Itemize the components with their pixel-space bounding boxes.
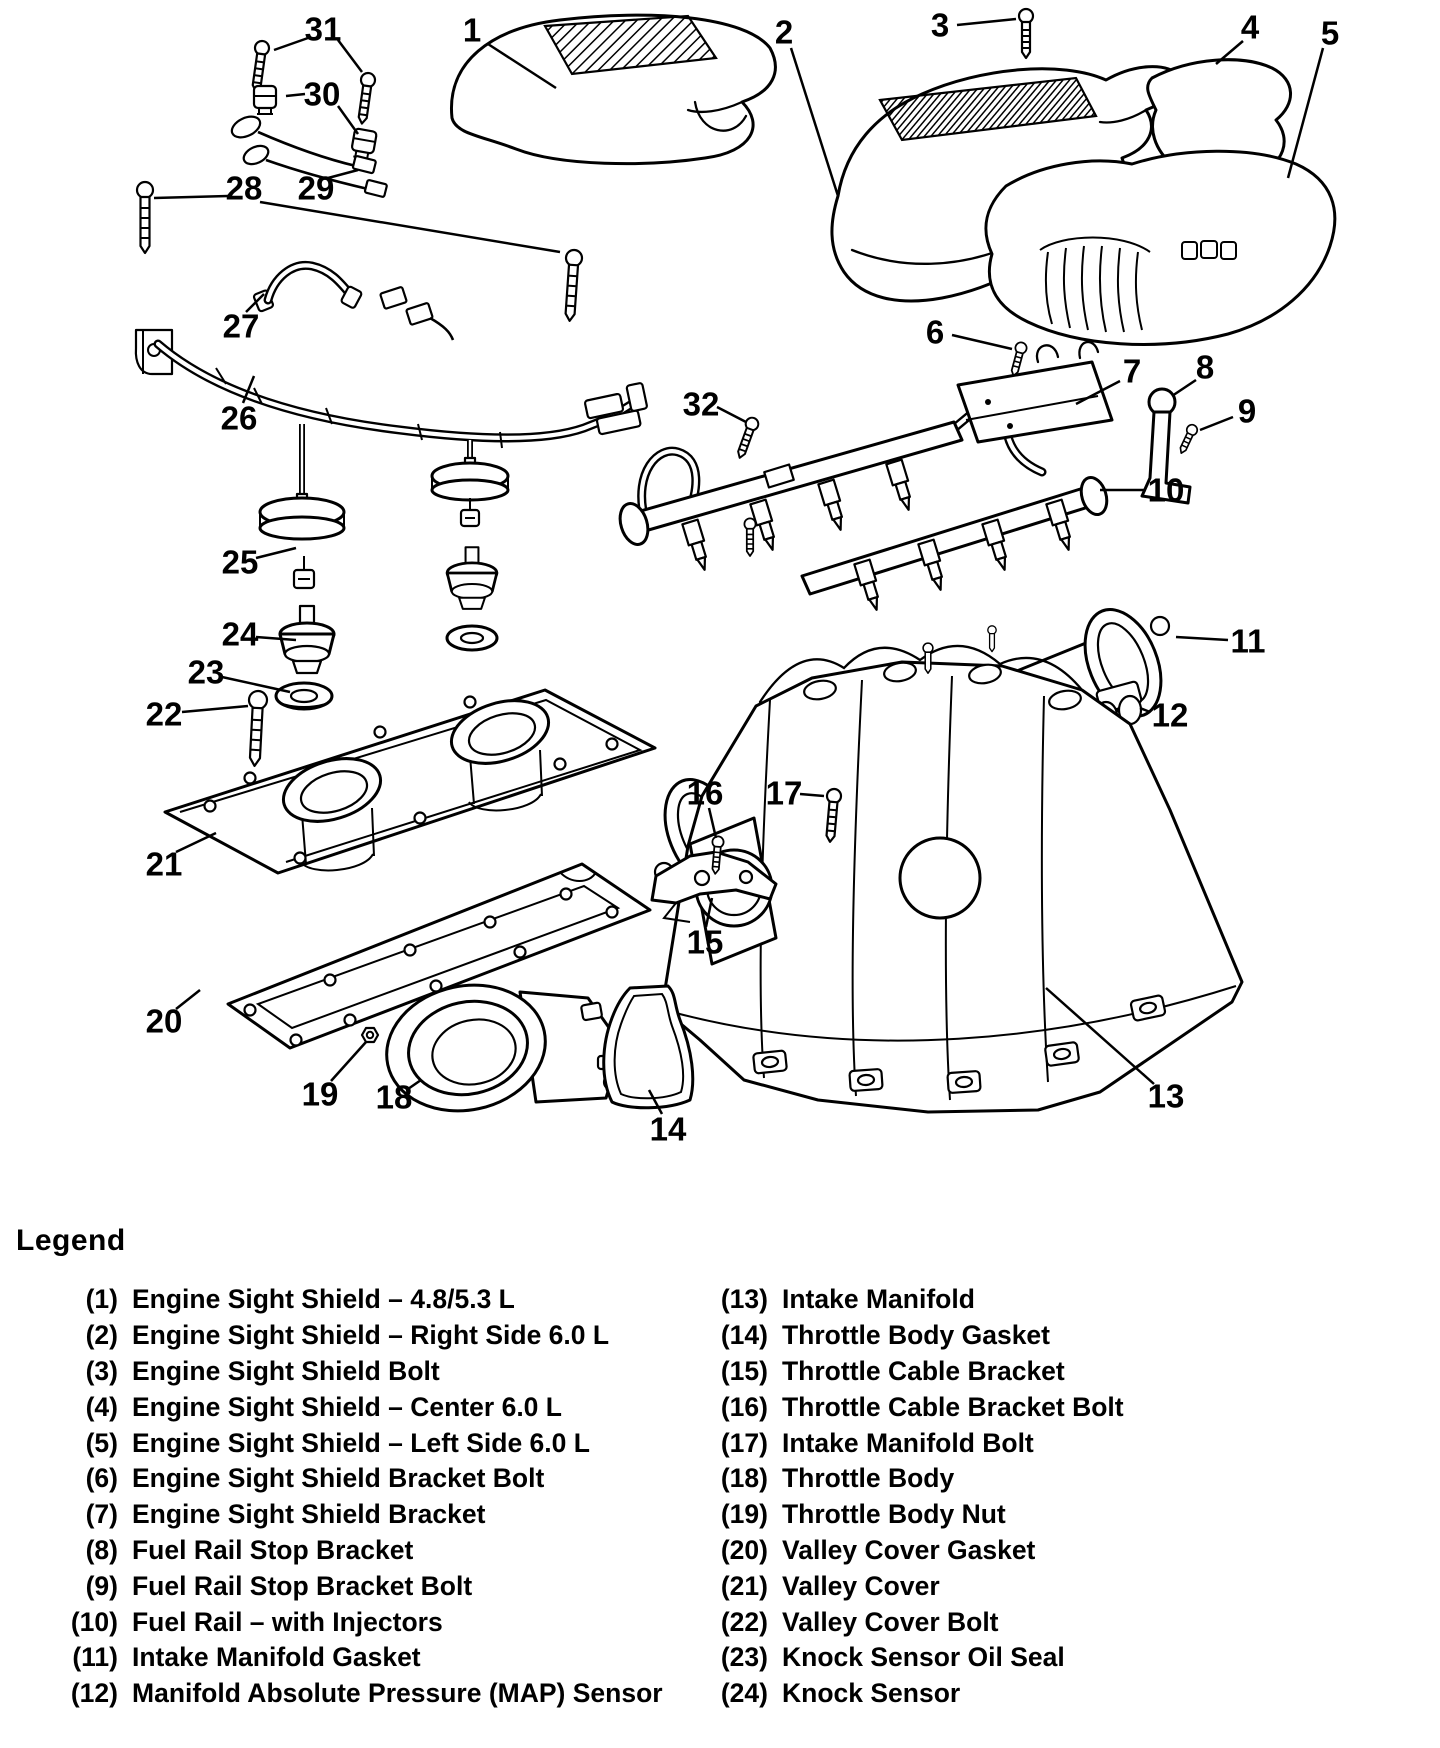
legend-item-number: (17) — [720, 1427, 768, 1458]
legend-item-label: Engine Sight Shield – 4.8/5.3 L — [132, 1284, 515, 1315]
legend-item-label: Engine Sight Shield Bolt — [132, 1355, 440, 1386]
callout-leader-line — [286, 94, 305, 96]
callout-5 — [1288, 15, 1339, 179]
legend-item-number: (7) — [85, 1499, 118, 1530]
callout-number: 18 — [375, 1078, 413, 1116]
legend-item — [708, 1318, 1124, 1354]
legend-item — [708, 1389, 1124, 1425]
callout-number: 27 — [222, 307, 260, 345]
part-clip-b — [461, 498, 479, 526]
callout-number: 21 — [145, 845, 183, 883]
callout-leader-line — [182, 706, 248, 712]
legend-columns — [0, 1282, 1440, 1722]
manifold-stud — [923, 643, 933, 673]
part-clip-a — [294, 556, 314, 588]
callout-number: 9 — [1237, 392, 1257, 430]
callout-leader-line — [957, 19, 1016, 25]
callout-31 — [274, 11, 362, 73]
legend-item-label: Engine Sight Shield – Left Side 6.0 L — [132, 1427, 590, 1458]
legend-item — [58, 1533, 663, 1569]
part-clip-30b — [350, 128, 377, 159]
legend-item-number: (3) — [85, 1355, 118, 1386]
callout-4 — [1216, 9, 1260, 65]
legend-item-label: Fuel Rail Stop Bracket — [132, 1534, 414, 1565]
legend-item-number: (9) — [85, 1570, 118, 1601]
callout-29 — [298, 170, 358, 207]
callout-6 — [926, 314, 1012, 351]
legend-item-number: (10) — [70, 1606, 118, 1637]
legend-item-number: (16) — [720, 1391, 768, 1422]
legend-item — [58, 1640, 663, 1676]
callout-leader-line — [260, 202, 560, 252]
legend-item-label: Valley Cover Bolt — [782, 1606, 999, 1637]
callout-leader-line — [717, 407, 746, 422]
callout-32 — [683, 386, 746, 423]
part-valley-cover-bolt-22 — [246, 691, 268, 767]
part-clip-30a — [254, 86, 276, 114]
part-bolt-28b — [562, 249, 583, 321]
legend-item-number: (2) — [85, 1320, 118, 1351]
callout-number: 15 — [686, 923, 724, 961]
part-isolator-25a — [260, 494, 344, 539]
callout-9 — [1200, 393, 1256, 431]
part-throttle-body-nut-19 — [362, 1028, 378, 1042]
legend-item — [58, 1497, 663, 1533]
callout-number: 5 — [1320, 14, 1340, 52]
part-stop-bracket-bolt-9 — [1176, 423, 1199, 455]
legend-item — [58, 1282, 663, 1318]
callout-number: 28 — [225, 169, 263, 207]
callout-leader-line — [1172, 380, 1196, 396]
callout-leader-line — [256, 548, 296, 558]
callout-leader-line — [154, 196, 228, 198]
legend-item-number: (22) — [720, 1606, 768, 1637]
legend-item — [708, 1533, 1124, 1569]
legend-column-left — [58, 1282, 663, 1712]
legend-item-label: Engine Sight Shield – Center 6.0 L — [132, 1391, 562, 1422]
callout-10 — [1100, 472, 1184, 509]
part-engine-sight-shield-48-53 — [451, 15, 775, 163]
callout-27 — [223, 294, 264, 345]
callout-number: 25 — [221, 543, 259, 581]
legend-item-number: (23) — [720, 1642, 768, 1673]
legend-item — [708, 1461, 1124, 1497]
legend-item — [58, 1389, 663, 1425]
legend-item-number: (18) — [720, 1463, 768, 1494]
callout-leader-line — [1176, 637, 1228, 640]
callout-number: 2 — [774, 13, 794, 51]
callout-number: 4 — [1240, 8, 1260, 46]
legend-item-label: Valley Cover — [782, 1570, 940, 1601]
callout-number: 14 — [649, 1110, 687, 1148]
injector — [886, 460, 916, 512]
part-shield-bracket-7 — [958, 342, 1112, 442]
legend-item — [708, 1676, 1124, 1712]
legend-item-label: Engine Sight Shield Bracket Bolt — [132, 1463, 545, 1494]
callout-number: 26 — [220, 399, 258, 437]
callout-2 — [775, 14, 838, 197]
callout-22 — [146, 696, 248, 733]
legend-item-number: (21) — [720, 1570, 768, 1601]
legend-item-label: Throttle Body Nut — [782, 1499, 1006, 1530]
callout-number: 22 — [145, 695, 183, 733]
part-hose-27 — [253, 265, 453, 340]
legend-item — [708, 1604, 1124, 1640]
legend-item — [58, 1568, 663, 1604]
callout-number: 29 — [297, 169, 335, 207]
legend-item-label: Throttle Cable Bracket — [782, 1355, 1065, 1386]
callout-number: 32 — [682, 385, 720, 423]
legend-item — [708, 1497, 1124, 1533]
callout-30 — [286, 76, 358, 135]
legend-item-label: Knock Sensor Oil Seal — [782, 1642, 1065, 1673]
callout-3 — [931, 7, 1016, 44]
callout-leader-line — [1288, 48, 1323, 178]
part-harness-26 — [136, 330, 651, 502]
legend-item-label: Fuel Rail – with Injectors — [132, 1606, 443, 1637]
callout-19 — [302, 1042, 366, 1113]
legend-item-number: (13) — [720, 1284, 768, 1315]
callout-number: 1 — [462, 11, 482, 49]
callout-number: 11 — [1230, 622, 1266, 660]
callout-8 — [1172, 349, 1214, 397]
part-isolator-25b — [432, 458, 508, 500]
part-bolt-rail — [744, 518, 755, 556]
callout-number: 7 — [1122, 352, 1142, 390]
part-oil-seal-23b — [447, 626, 497, 650]
legend-item-label: Intake Manifold Gasket — [132, 1642, 421, 1673]
legend-item-number: (8) — [85, 1534, 118, 1565]
legend-item-number: (15) — [720, 1355, 768, 1386]
part-engine-sight-shield-left-60 — [986, 151, 1335, 344]
legend-item-label: Valley Cover Gasket — [782, 1534, 1036, 1565]
legend-item-label: Throttle Body — [782, 1463, 955, 1494]
callout-leader-line — [338, 106, 358, 134]
callout-leader-line — [1200, 417, 1233, 430]
callout-11 — [1176, 623, 1265, 660]
legend-heading: Legend — [16, 1224, 126, 1257]
legend-item-number: (5) — [85, 1427, 118, 1458]
legend-item-label: Manifold Absolute Pressure (MAP) Sensor — [132, 1678, 663, 1709]
callout-number: 17 — [765, 774, 803, 812]
part-bolt-31b — [355, 72, 376, 124]
legend-item — [58, 1425, 663, 1461]
part-valley-cover-21 — [165, 690, 655, 873]
callout-number: 20 — [145, 1002, 183, 1040]
legend-item-label: Knock Sensor — [782, 1678, 961, 1709]
legend-item — [708, 1640, 1124, 1676]
part-engine-sight-shield-bolt — [1019, 9, 1033, 58]
part-bolt-32 — [734, 416, 760, 460]
injector — [682, 520, 712, 572]
injector — [818, 480, 848, 532]
legend-column-right — [708, 1282, 1124, 1712]
callout-number: 13 — [1147, 1077, 1185, 1115]
callout-number: 3 — [930, 6, 950, 44]
legend-item-label: Engine Sight Shield – Right Side 6.0 L — [132, 1320, 610, 1351]
legend-item-number: (19) — [720, 1499, 768, 1530]
legend-item-label: Engine Sight Shield Bracket — [132, 1499, 486, 1530]
legend-item-number: (14) — [720, 1320, 768, 1351]
part-bracket-bolt-6 — [1008, 341, 1028, 377]
callout-20 — [146, 990, 200, 1040]
legend-item — [708, 1568, 1124, 1604]
callout-number: 6 — [925, 313, 945, 351]
part-bolt-28a — [137, 182, 153, 253]
legend-item-label: Throttle Cable Bracket Bolt — [782, 1391, 1124, 1422]
legend-item — [58, 1676, 663, 1712]
legend-item-label: Throttle Body Gasket — [782, 1320, 1050, 1351]
callout-23 — [188, 654, 290, 693]
callout-number: 12 — [1151, 696, 1189, 734]
callout-number: 24 — [221, 615, 259, 653]
legend-item-number: (12) — [70, 1678, 118, 1709]
legend-item-number: (4) — [85, 1391, 118, 1422]
callout-21 — [146, 833, 216, 883]
part-knock-sensor-24b — [447, 547, 497, 609]
legend-item — [58, 1461, 663, 1497]
callout-leader-line — [222, 677, 290, 692]
legend-item-number: (1) — [85, 1284, 118, 1315]
callout-number: 23 — [187, 653, 225, 691]
legend-item-label: Fuel Rail Stop Bracket Bolt — [132, 1570, 473, 1601]
legend-item-number: (6) — [85, 1463, 118, 1494]
callout-leader-line — [274, 38, 308, 50]
legend-item — [58, 1318, 663, 1354]
callout-number: 16 — [686, 774, 724, 812]
callout-leader-line — [791, 48, 838, 196]
legend-item-number: (24) — [720, 1678, 768, 1709]
callout-number: 8 — [1195, 348, 1215, 386]
callout-number: 19 — [301, 1075, 339, 1113]
callout-leader-line — [952, 335, 1012, 349]
legend-item-label: Intake Manifold — [782, 1284, 975, 1315]
part-bolt-31a — [249, 40, 270, 92]
manifold-stud — [988, 626, 996, 652]
legend-item — [708, 1425, 1124, 1461]
legend-item — [708, 1354, 1124, 1390]
legend-item-number: (11) — [72, 1642, 118, 1673]
part-oil-seal-23a — [276, 683, 332, 709]
callout-leader-line — [338, 40, 362, 72]
legend-item-number: (20) — [720, 1534, 768, 1565]
legend-item — [58, 1354, 663, 1390]
legend-item — [708, 1282, 1124, 1318]
callout-number: 30 — [303, 75, 341, 113]
legend — [0, 1224, 1440, 1722]
legend-item-label: Intake Manifold Bolt — [782, 1427, 1034, 1458]
callout-28 — [154, 170, 560, 253]
legend-item — [58, 1604, 663, 1640]
callout-25 — [222, 544, 296, 581]
callout-number: 31 — [304, 10, 342, 48]
callout-number: 10 — [1147, 471, 1185, 509]
